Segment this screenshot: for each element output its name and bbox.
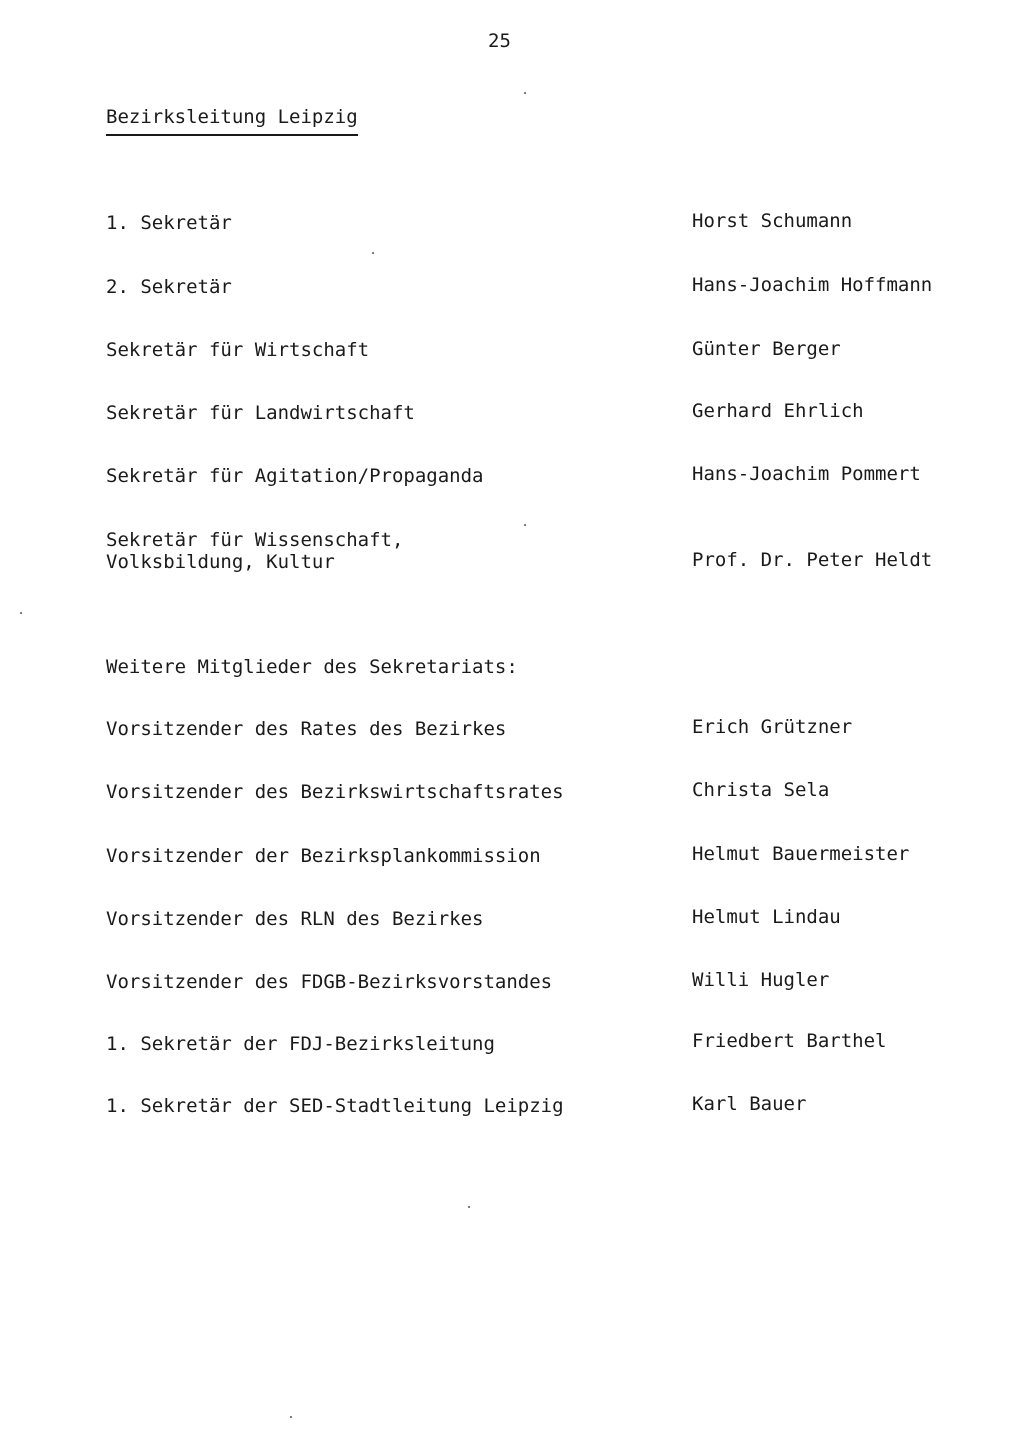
name-fdgb-chairman: Willi Hugler	[692, 969, 830, 991]
scan-speck	[468, 1206, 470, 1208]
name-secretary-economy: Günter Berger	[692, 338, 841, 360]
role-secretary-science-line1: Sekretär für Wissenschaft,	[106, 529, 404, 551]
name-planning-commission-chairman: Helmut Bauermeister	[692, 843, 910, 865]
name-fdj-secretary: Friedbert Barthel	[692, 1030, 887, 1052]
scan-speck	[20, 612, 22, 614]
scan-speck	[524, 92, 526, 94]
scan-speck	[372, 252, 374, 254]
name-secretary-agitation: Hans-Joachim Pommert	[692, 463, 921, 485]
name-secretary-agriculture: Gerhard Ehrlich	[692, 400, 864, 422]
scan-speck	[290, 1416, 292, 1418]
role-sed-city-secretary: 1. Sekretär der SED-Stadtleitung Leipzig	[106, 1095, 564, 1117]
role-fdj-secretary: 1. Sekretär der FDJ-Bezirksleitung	[106, 1033, 495, 1055]
name-first-secretary: Horst Schumann	[692, 210, 853, 232]
name-rln-chairman: Helmut Lindau	[692, 906, 841, 928]
role-secretary-economy: Sekretär für Wirtschaft	[106, 339, 370, 361]
name-economic-council-chairman: Christa Sela	[692, 779, 830, 801]
name-sed-city-secretary: Karl Bauer	[692, 1093, 807, 1115]
role-rln-chairman: Vorsitzender des RLN des Bezirkes	[106, 908, 484, 930]
name-second-secretary: Hans-Joachim Hoffmann	[692, 274, 933, 296]
role-council-chairman: Vorsitzender des Rates des Bezirkes	[106, 718, 507, 740]
role-planning-commission-chairman: Vorsitzender der Bezirksplankommission	[106, 845, 541, 867]
scan-speck	[524, 524, 526, 526]
name-secretary-science: Prof. Dr. Peter Heldt	[692, 549, 933, 571]
role-first-secretary: 1. Sekretär	[106, 212, 232, 234]
role-second-secretary: 2. Sekretär	[106, 276, 232, 298]
role-secretary-science-line2: Volksbildung, Kultur	[106, 551, 335, 573]
role-secretary-agriculture: Sekretär für Landwirtschaft	[106, 402, 415, 424]
role-secretary-agitation: Sekretär für Agitation/Propaganda	[106, 465, 484, 487]
role-fdgb-chairman: Vorsitzender des FDGB-Bezirksvorstandes	[106, 971, 553, 993]
page-heading: Bezirksleitung Leipzig	[106, 106, 358, 136]
further-members-heading: Weitere Mitglieder des Sekretariats:	[106, 656, 518, 678]
page-number: 25	[488, 30, 511, 52]
role-economic-council-chairman: Vorsitzender des Bezirkswirtschaftsrates	[106, 781, 564, 803]
name-council-chairman: Erich Grützner	[692, 716, 853, 738]
